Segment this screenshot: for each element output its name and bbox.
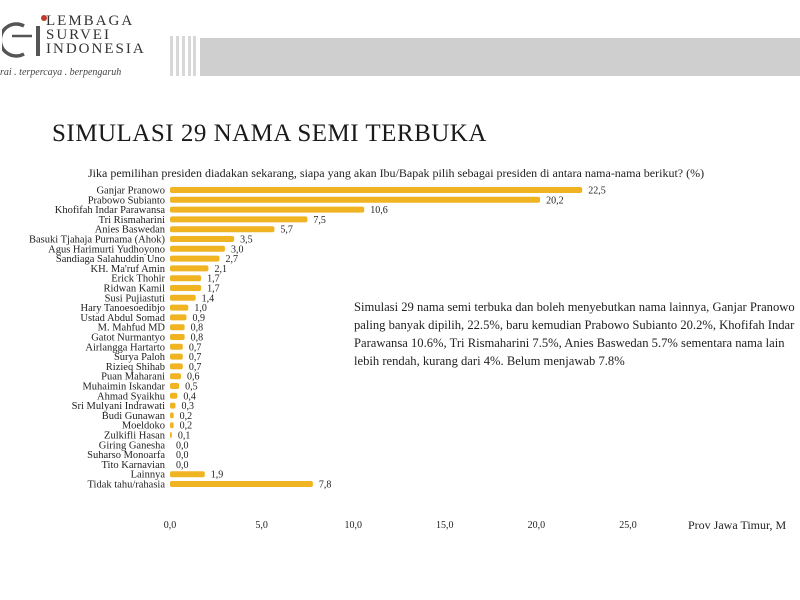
category-label: Prabowo Subianto	[87, 195, 165, 207]
value-label: 2,7	[225, 254, 238, 266]
value-label: 0,3	[181, 401, 194, 413]
value-label: 0,9	[192, 312, 205, 324]
summary-note: Simulasi 29 nama semi terbuka dan boleh menyebutkan nama lainnya, Ganjar Pranowo paling banyak dipilih, 22.5%, baru kemudian Prabowo Subianto 20.2%, Khofifah Indar Parawansa 10.6%, Tri Rismaharini 7.5%, Anies Baswedan 5.7% sementara nama lain lebih rendah, kurang dari 4%. Belum menjawab 7.8%	[354, 300, 795, 368]
category-label: Giring Ganesha	[98, 440, 165, 452]
value-label: 0,7	[188, 352, 202, 364]
category-label: Tito Karnavian	[101, 459, 165, 471]
bar	[170, 422, 174, 428]
logo-line-2: SURVEI	[46, 27, 111, 43]
value-label: 0,4	[183, 391, 196, 403]
bar	[170, 363, 183, 369]
bar	[170, 256, 219, 262]
category-label: Tri Rismaharini	[98, 214, 165, 226]
x-tick-label: 20,0	[527, 520, 546, 531]
category-label: Sri Mulyani Indrawati	[71, 401, 165, 413]
x-tick-label: 25,0	[619, 520, 637, 531]
survey-question: Jika pemilihan presiden diadakan sekarang, siapa yang akan Ibu/Bapak pilih sebagai presiden di antara nama-nama berikut? (%)	[88, 166, 705, 180]
value-label: 7,5	[313, 214, 326, 226]
value-label: 0,0	[176, 440, 189, 452]
category-label: Hary Tanoesoedibjo	[80, 303, 165, 315]
value-label: 0,5	[185, 381, 198, 393]
category-label: Anies Baswedan	[94, 224, 165, 236]
value-label: 0,8	[190, 322, 204, 334]
category-label: Ridwan Kamil	[103, 283, 165, 295]
value-label: 7,8	[318, 479, 332, 491]
category-label: Airlangga Hartarto	[85, 342, 165, 354]
category-label: Khofifah Indar Parawansa	[54, 205, 165, 217]
category-label: Tidak tahu/rahasia	[87, 479, 165, 491]
category-label: Gatot Nurmantyo	[91, 332, 165, 344]
value-label: 1,9	[210, 469, 224, 481]
bar	[170, 393, 177, 399]
category-label: Ahmad Syaikhu	[97, 391, 165, 403]
footer-label: Prov Jawa Timur, M	[688, 518, 787, 532]
bar	[170, 197, 540, 203]
bar	[170, 285, 201, 291]
category-label: M. Mahfud MD	[97, 322, 165, 334]
value-label: 3,5	[240, 234, 253, 246]
bar	[170, 187, 582, 193]
category-label: Puan Maharani	[101, 371, 165, 383]
category-label: Budi Gunawan	[101, 410, 165, 422]
value-label: 2,1	[214, 263, 227, 275]
value-label: 0,1	[177, 430, 191, 442]
bar	[170, 432, 172, 438]
category-label: KH. Ma'ruf Amin	[90, 263, 165, 275]
value-label: 0,7	[188, 361, 202, 373]
bar	[170, 344, 183, 350]
bar	[170, 324, 185, 330]
bar	[170, 334, 185, 340]
value-label: 1,0	[194, 303, 207, 315]
bar	[170, 354, 183, 360]
bar	[170, 305, 188, 311]
category-label: Agus Harimurti Yudhoyono	[48, 244, 165, 256]
bar	[170, 236, 234, 242]
bar	[170, 216, 307, 222]
value-label: 10,6	[370, 205, 388, 217]
value-label: 0,2	[179, 420, 193, 432]
category-label: Ustad Abdul Somad	[80, 312, 165, 324]
category-label: Moeldoko	[121, 420, 165, 432]
bar	[170, 373, 181, 379]
category-label: Zulkifli Hasan	[104, 430, 165, 442]
bar	[170, 481, 313, 487]
value-label: 1,7	[207, 273, 220, 285]
bar	[170, 314, 186, 320]
value-label: 1,7	[207, 283, 220, 295]
logo-line-3: INDONESIA	[46, 41, 146, 57]
x-tick-label: 10,0	[344, 520, 362, 531]
bar	[170, 412, 174, 418]
category-label: Surya Paloh	[113, 352, 165, 364]
category-label: Ganjar Pranowo	[96, 185, 165, 197]
x-tick-label: 5,0	[255, 520, 268, 531]
value-label: 0,0	[176, 450, 189, 462]
bar	[170, 403, 175, 409]
bar	[170, 275, 201, 281]
value-label: 3,0	[230, 244, 244, 256]
page-title: SIMULASI 29 NAMA SEMI TERBUKA	[52, 120, 487, 147]
value-label: 0,8	[190, 332, 204, 344]
value-label: 0,6	[186, 371, 200, 383]
category-label: Erick Thohir	[111, 273, 165, 285]
bar	[170, 471, 205, 477]
value-label: 5,7	[280, 224, 293, 236]
category-label: Rizieq Shihab	[105, 361, 165, 373]
value-label: 0,7	[188, 342, 202, 354]
category-label: Sandiaga Salahuddin Uno	[55, 254, 165, 266]
value-label: 20,2	[546, 195, 564, 207]
bar	[170, 226, 274, 232]
value-label: 0,0	[176, 459, 189, 471]
bar	[170, 246, 225, 252]
bar	[170, 383, 179, 389]
category-label: Basuki Tjahaja Purnama (Ahok)	[29, 234, 165, 246]
tagline: rai . terpercaya . berpengaruh	[0, 67, 122, 78]
category-label: Susi Pujiastuti	[104, 293, 165, 305]
category-label: Muhaimin Iskandar	[82, 381, 165, 393]
value-label: 1,4	[201, 293, 215, 305]
value-label: 22,5	[588, 185, 606, 197]
x-tick-label: 15,0	[436, 520, 454, 531]
value-label: 0,2	[179, 410, 193, 422]
category-label: Lainnya	[130, 469, 165, 481]
bar	[170, 295, 196, 301]
bar	[170, 207, 364, 213]
bar	[170, 265, 208, 271]
category-label: Suharso Monoarfa	[87, 450, 165, 462]
logo-line-1: LEMBAGA	[46, 13, 135, 29]
x-tick-label: 0,0	[163, 520, 177, 531]
